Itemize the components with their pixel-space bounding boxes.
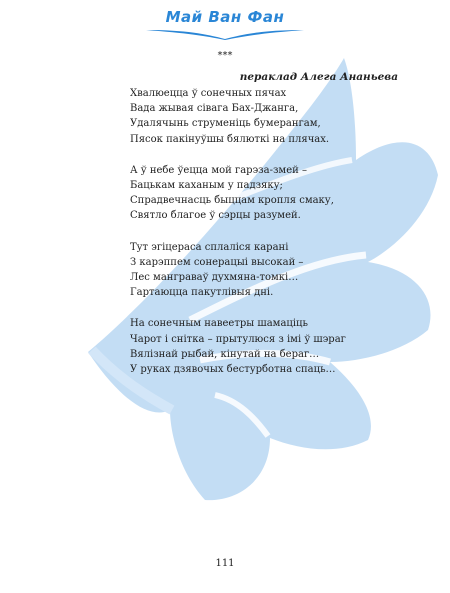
poem-line: Пясок пакінуўшы бялюткі на плячах. bbox=[130, 133, 330, 145]
poem-body bbox=[130, 86, 370, 393]
poem-line: Хвалюецца ў сонечных пячах bbox=[130, 88, 287, 99]
poem-line: На сонечным навеетры шамаціць bbox=[130, 318, 308, 330]
header-swoosh-ornament bbox=[146, 28, 304, 40]
poem-line: Удалячынь струменіць бумерангам, bbox=[130, 118, 321, 130]
poem-line: Чарот і снітка – прытулюся з імі ў шэраг bbox=[130, 333, 346, 345]
poem-line: Лес манграваў духмяна-томкі… bbox=[130, 272, 299, 284]
section-divider-stars: *** bbox=[217, 50, 233, 61]
poem-line: А ў небе ўецца мой гарэза-змей – bbox=[130, 164, 307, 176]
page-number: 111 bbox=[215, 558, 235, 569]
poem-stanza bbox=[130, 86, 370, 147]
poem-line: Вялізнай рыбай, кінутай на бераг… bbox=[130, 348, 320, 360]
poem-line: У руках дзявочых бестурботна спаць… bbox=[130, 364, 336, 376]
poem-line: Гартаюцца пакутлівыя дні. bbox=[130, 287, 274, 299]
poem-line: Спрадвечнасць быццам кропля смаку, bbox=[130, 195, 334, 207]
poem-line: Святло благое ў сэрцы разумей. bbox=[130, 210, 301, 222]
poem-line: З карэппем сонерацыі высокай – bbox=[130, 256, 304, 268]
poem-line: Вада жывая сівага Бах-Джанга, bbox=[130, 103, 299, 115]
page-header-title: Май Ван Фан bbox=[165, 8, 285, 26]
translator-credit: пераклад Алега Ананьева bbox=[239, 71, 398, 83]
poem-line: Тут эгіцераса сплаліся карані bbox=[130, 241, 289, 253]
poem-stanza bbox=[130, 316, 370, 377]
poem-stanza bbox=[130, 163, 370, 224]
poem-stanza bbox=[130, 240, 370, 301]
poem-line: Бацькам каханым у падзяку; bbox=[130, 180, 283, 192]
